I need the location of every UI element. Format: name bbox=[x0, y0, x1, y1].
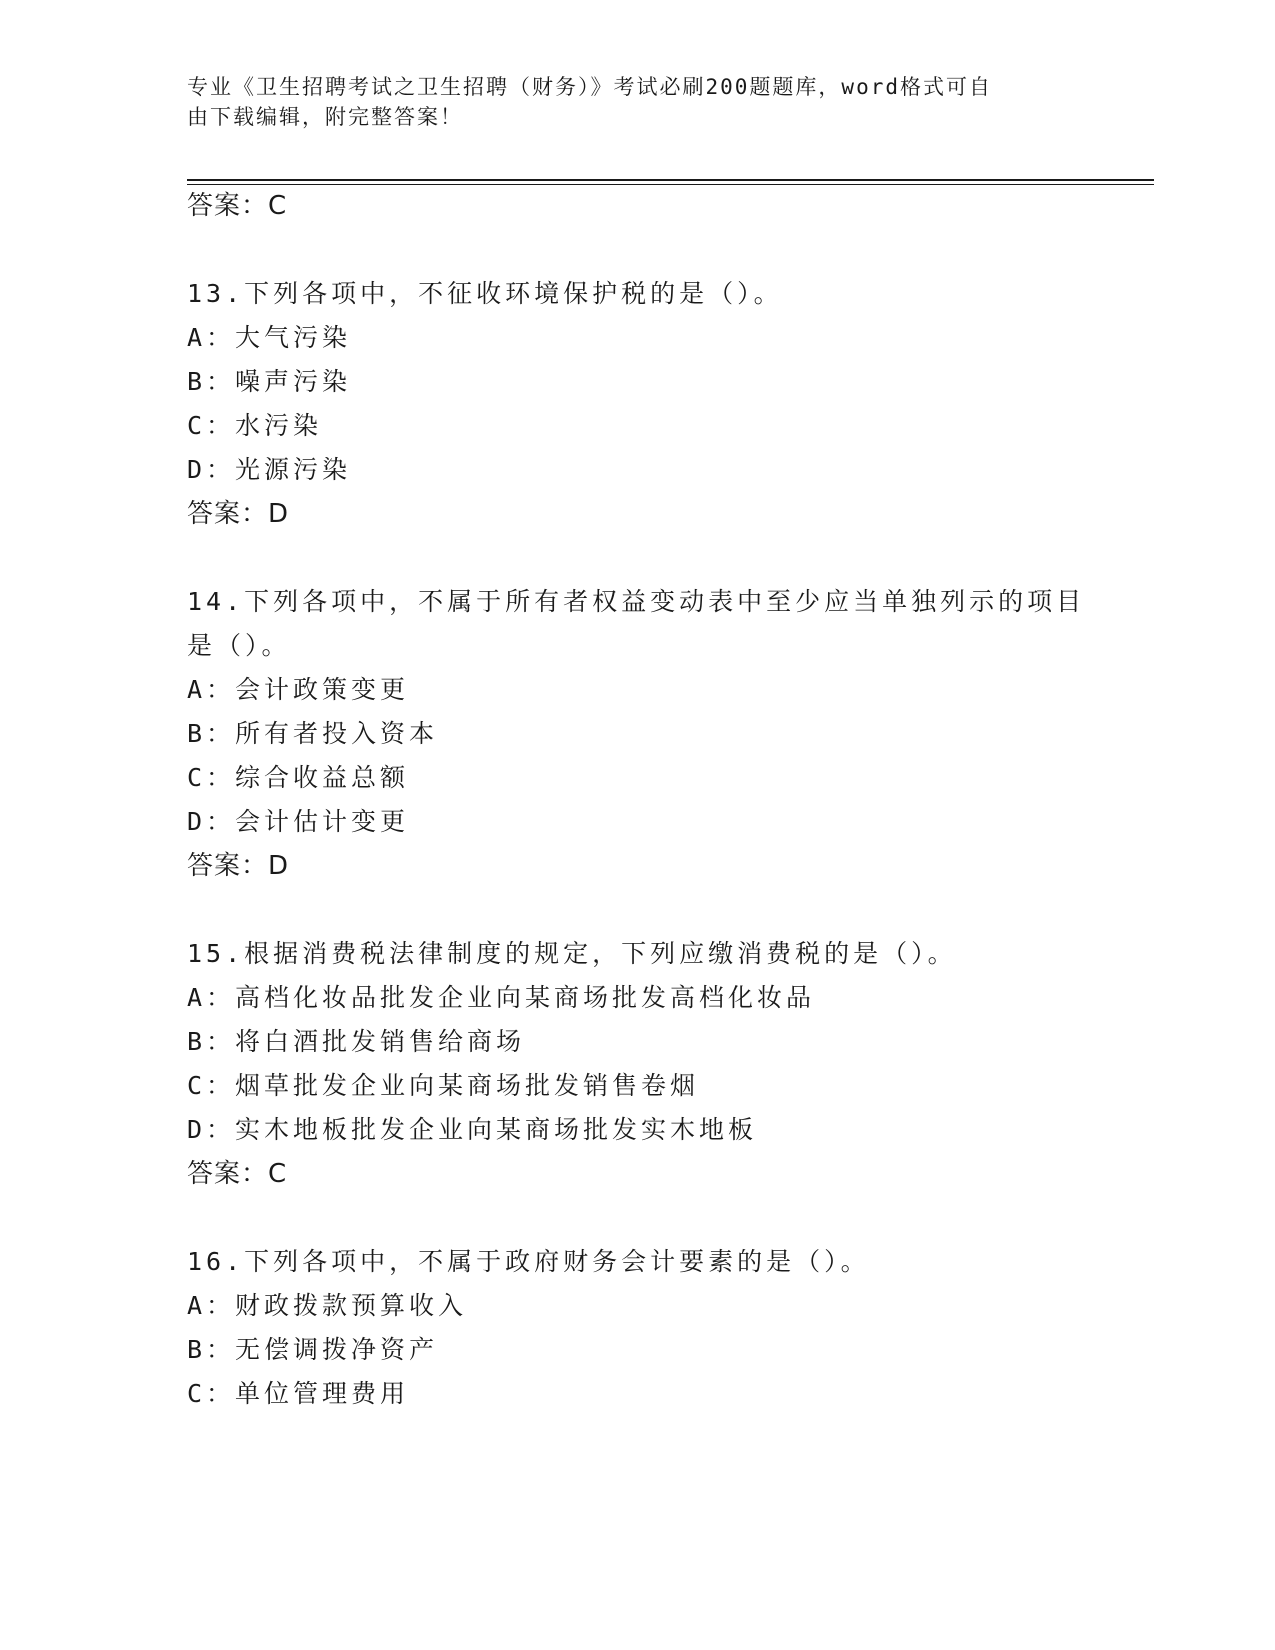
question-13-stem: 13.下列各项中，不征收环境保护税的是（）。 bbox=[187, 279, 783, 308]
question-16-option-c: C：单位管理费用 bbox=[187, 1379, 410, 1408]
question-15-option-d: D：实木地板批发企业向某商场批发实木地板 bbox=[187, 1115, 758, 1144]
header-line-2: 由下载编辑，附完整答案！ bbox=[187, 105, 463, 129]
question-14-option-c: C：综合收益总额 bbox=[187, 763, 410, 792]
question-14-option-d: D：会计估计变更 bbox=[187, 807, 410, 836]
question-16-stem: 16.下列各项中，不属于政府财务会计要素的是（）。 bbox=[187, 1247, 870, 1276]
question-13-option-d: D：光源污染 bbox=[187, 455, 352, 484]
header-divider-thin bbox=[187, 184, 1154, 185]
question-14-stem-line-1: 14.下列各项中，不属于所有者权益变动表中至少应当单独列示的项目 bbox=[187, 587, 1086, 616]
previous-answer: 答案：C bbox=[187, 191, 288, 221]
question-15-option-b: B：将白酒批发销售给商场 bbox=[187, 1027, 526, 1056]
question-13-answer: 答案：D bbox=[187, 499, 290, 529]
question-15-option-a: A：高档化妆品批发企业向某商场批发高档化妆品 bbox=[187, 983, 816, 1012]
header-divider-thick bbox=[187, 179, 1154, 181]
question-16-option-a: A：财政拨款预算收入 bbox=[187, 1291, 468, 1320]
question-15-stem: 15.根据消费税法律制度的规定，下列应缴消费税的是（）。 bbox=[187, 939, 957, 968]
question-13-option-a: A：大气污染 bbox=[187, 323, 352, 352]
header-line-1: 专业《卫生招聘考试之卫生招聘（财务）》考试必刷200题题库，word格式可自 bbox=[187, 75, 992, 99]
question-13-option-c: C：水污染 bbox=[187, 411, 323, 440]
question-14-option-b: B：所有者投入资本 bbox=[187, 719, 439, 748]
question-14-option-a: A：会计政策变更 bbox=[187, 675, 410, 704]
question-14-stem-line-2: 是（）。 bbox=[187, 631, 291, 660]
question-14-answer: 答案：D bbox=[187, 851, 290, 881]
question-13-option-b: B：噪声污染 bbox=[187, 367, 352, 396]
question-15-answer: 答案：C bbox=[187, 1159, 288, 1189]
question-15-option-c: C：烟草批发企业向某商场批发销售卷烟 bbox=[187, 1071, 700, 1100]
document-header bbox=[187, 72, 1087, 132]
question-16-option-b: B：无偿调拨净资产 bbox=[187, 1335, 439, 1364]
